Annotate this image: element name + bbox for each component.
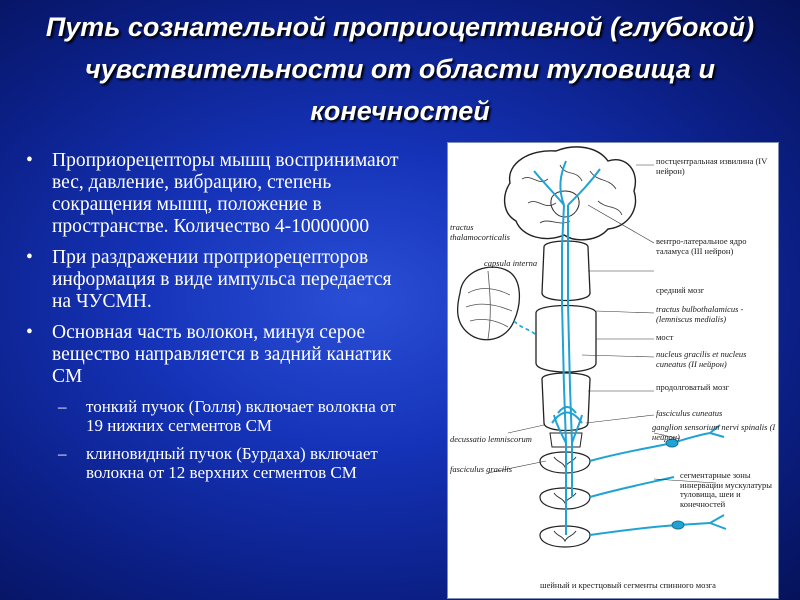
label-decussatio: decussatio lemniscorum (450, 434, 532, 444)
bullet-marker: • (26, 322, 33, 343)
label-medulla: продолговатый мозг (656, 382, 730, 392)
sub-bullet-text: клиновидный пучок (Бурдаха) включает волокна от 12 верхних сегментов СМ (86, 444, 378, 482)
label-nucleus: nucleus gracilis et nucleus cuneatus (II нейрон) (656, 349, 747, 369)
brain-hemisphere (505, 147, 636, 240)
pathway-diagram (447, 142, 779, 599)
cerebellum-connection (514, 321, 536, 335)
bullet-text: При раздражении проприорецепторов информация в виде импульса передается на ЧУСМН. (52, 247, 392, 312)
label-fasciculus-gracilis: fasciculus gracilis (450, 464, 513, 474)
label-postcentral: постцентральная извилина (IV нейрон) (656, 156, 768, 176)
label-bulbothalamic: tractus bulbothalamicus - (lemniscus medialis) (656, 304, 744, 324)
sub-bullet-item (22, 397, 412, 435)
slide-title: Путь сознательной проприоцептивной (глубокой) чувствительности от области туловища и конечностей (45, 12, 755, 126)
label-capsula: capsula interna (484, 258, 538, 268)
bullet-marker: • (26, 247, 33, 268)
label-ganglion: ganglion sensorium nervi spinalis (I нейрон) (652, 422, 776, 442)
sub-bullet-text: тонкий пучок (Голля) включает волокна от 19 нижних сегментов СМ (86, 397, 396, 435)
label-bottom: шейный и крестцовый сегменты спинного мозга (540, 580, 716, 590)
bullet-marker: • (26, 150, 33, 171)
bullet-item (22, 322, 412, 388)
label-thalamocortical: tractus thalamocorticalis (450, 222, 510, 242)
label-segment-zones: сегментарные зоны иннервации мускулатуры туловища, шеи и конечностей (680, 470, 773, 509)
bullet-list (22, 150, 412, 491)
bullet-item (22, 150, 412, 238)
midbrain (542, 241, 590, 301)
label-fasciculus-cuneatus: fasciculus cuneatus (656, 408, 723, 418)
pathway-drawing (448, 143, 778, 598)
sub-bullet-marker: – (58, 397, 67, 416)
ganglion-sacral (672, 521, 684, 529)
cerebellum-folia (466, 271, 512, 339)
bullet-text: Основная часть волокон, минуя серое вещество направляется в задний канатик СМ (52, 322, 392, 387)
bullet-item (22, 247, 412, 313)
pons (536, 306, 596, 373)
label-pons: мост (656, 332, 674, 342)
sub-bullet-marker: – (58, 444, 67, 463)
sub-bullet-item (22, 444, 412, 482)
label-ventro-lateral: вентро-латеральное ядро таламуса (III нейрон) (656, 236, 747, 256)
label-midbrain: средний мозг (656, 285, 705, 295)
bullet-text: Проприорецепторы мышц воспринимают вес, давление, вибрацию, степень сокращения мышц, положение в пространстве. Количество 4-10000000 (52, 150, 399, 237)
